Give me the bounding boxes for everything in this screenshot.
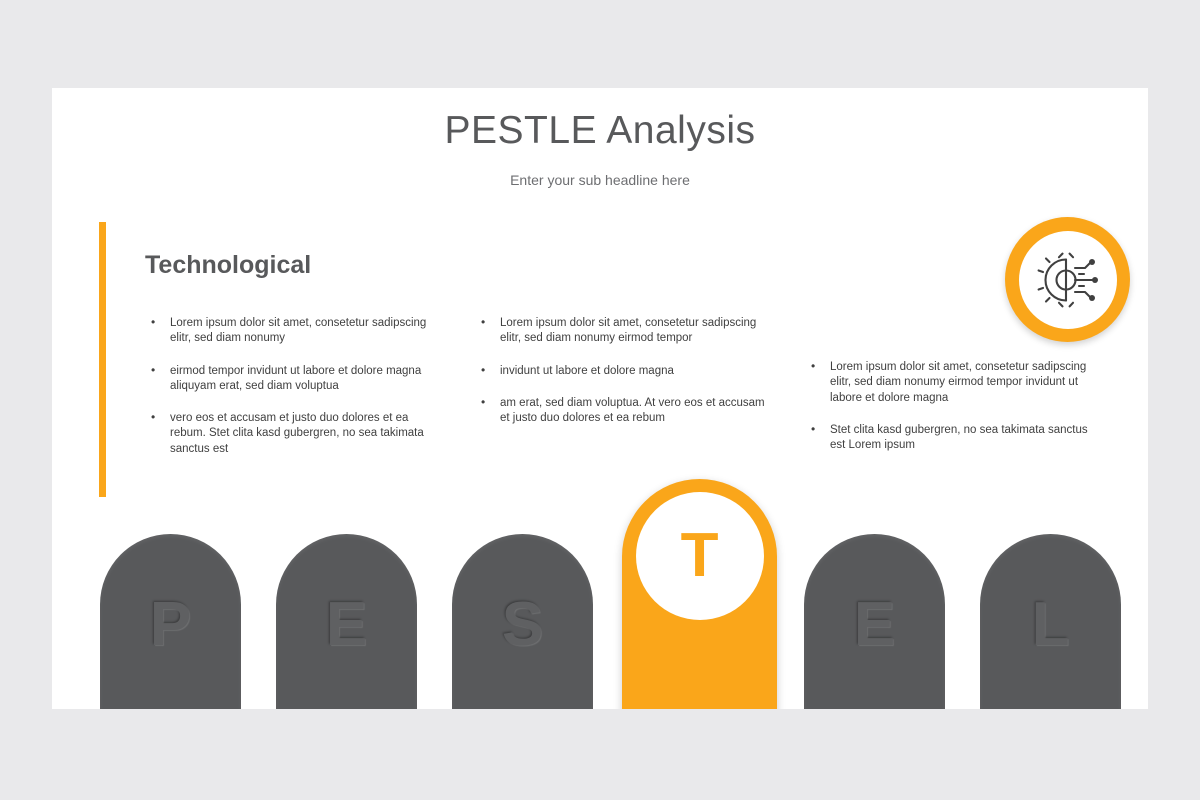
pestle-capsule-e2[interactable]	[804, 534, 945, 709]
capsule-letter: E	[853, 590, 896, 659]
list-item: • vero eos et accusam et justo duo dolores et ea rebum. Stet clita kasd gubergren, no sea takimata sanctus est	[145, 411, 435, 457]
page-subtitle: Enter your sub headline here	[510, 172, 690, 188]
capsule-letter: E	[325, 590, 368, 659]
list-item: • Lorem ipsum dolor sit amet, consetetur sadipscing elitr, sed diam nonumy	[145, 316, 435, 347]
pestle-capsule-e1[interactable]	[276, 534, 417, 709]
capsule-letter: S	[501, 590, 544, 659]
pestle-capsule-p[interactable]	[100, 534, 241, 709]
gear-circuit-icon-badge	[1005, 217, 1130, 342]
bullet-column-2	[475, 316, 765, 426]
pestle-capsule-s[interactable]	[452, 534, 593, 709]
list-item: • eirmod tempor invidunt ut labore et dolore magna aliquyam erat, sed diam voluptua	[145, 364, 435, 395]
bullet-column-1	[145, 316, 435, 457]
pestle-capsule-l[interactable]	[980, 534, 1121, 709]
list-item: • am erat, sed diam voluptua. At vero eos et accusam et justo duo dolores et ea rebum	[475, 396, 765, 427]
pestle-capsule-t-active[interactable]	[622, 479, 777, 709]
list-item: • invidunt ut labore et dolore magna	[475, 364, 765, 379]
list-item: • Stet clita kasd gubergren, no sea takimata sanctus est Lorem ipsum	[805, 423, 1090, 454]
page-title: PESTLE Analysis	[444, 109, 756, 152]
list-item: • Lorem ipsum dolor sit amet, consetetur sadipscing elitr, sed diam nonumy eirmod tempor	[475, 316, 765, 347]
list-item: • Lorem ipsum dolor sit amet, consetetur sadipscing elitr, sed diam nonumy eirmod tempor invidunt ut labore et dolore magna	[805, 360, 1090, 406]
capsule-letter: L	[1031, 590, 1070, 659]
capsule-letter-chip	[636, 492, 764, 620]
capsule-letter: T	[680, 521, 719, 590]
slide-canvas	[52, 88, 1148, 709]
gear-circuit-icon	[1019, 231, 1117, 329]
accent-bar	[99, 222, 106, 497]
bullet-column-3	[805, 360, 1090, 453]
section-heading: Technological	[145, 251, 312, 279]
capsule-letter: P	[149, 590, 192, 659]
